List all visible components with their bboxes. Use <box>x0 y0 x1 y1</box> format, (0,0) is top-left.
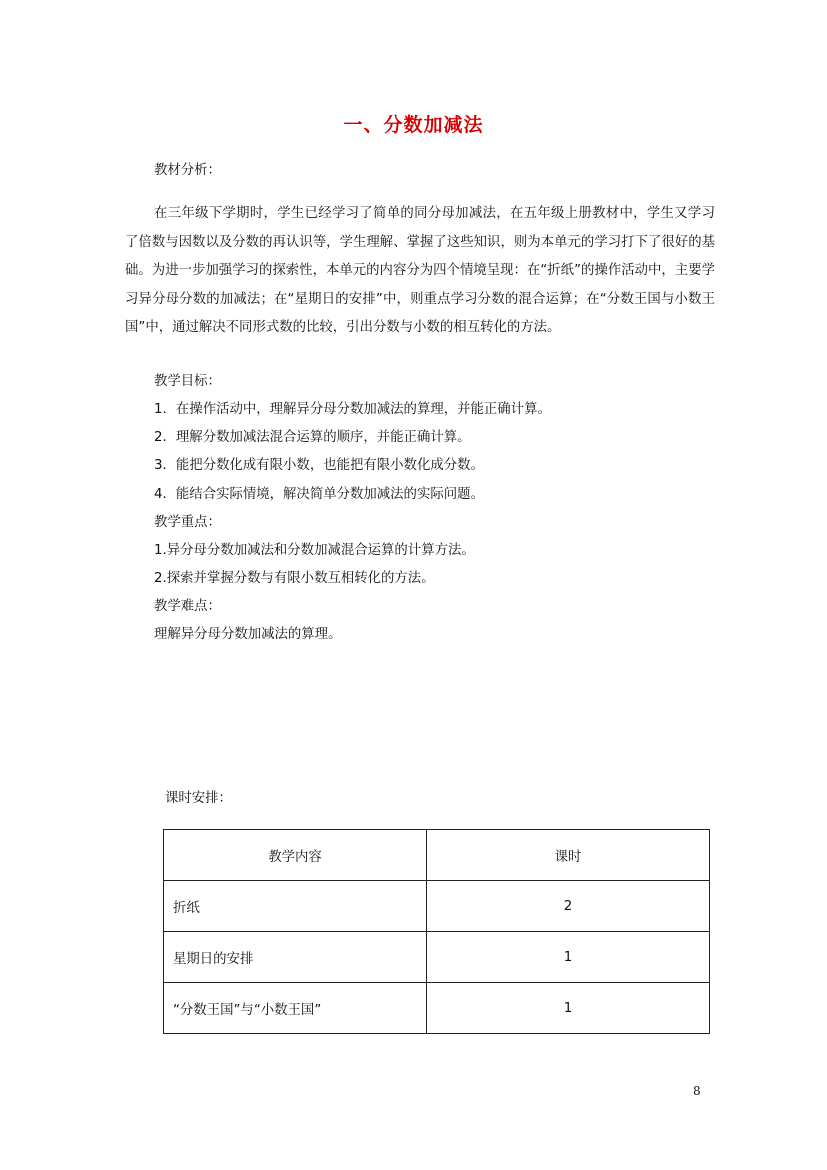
schedule-heading: 课时安排： <box>165 791 232 806</box>
key-point-item: 2.探索并掌握分数与有限小数互相转化的方法。 <box>154 571 435 586</box>
schedule-table <box>163 829 710 1034</box>
difficulty-item: 理解异分母分数加减法的算理。 <box>154 627 342 642</box>
page-number: 8 <box>693 1084 701 1098</box>
table-row <box>164 932 710 983</box>
objective-item: 3．能把分数化成有限小数，也能把有限小数化成分数。 <box>154 458 484 473</box>
table-cell-content: “分数王国”与“小数王国” <box>164 983 427 1034</box>
table-cell-content: 折纸 <box>164 881 427 932</box>
page-title: 一、分数加减法 <box>343 114 484 136</box>
table-header-row <box>164 830 710 881</box>
column-header: 课时 <box>427 830 710 881</box>
table-cell-content: 星期日的安排 <box>164 932 427 983</box>
analysis-paragraph: 在三年级下学期时，学生已经学习了简单的同分母加减法，在五年级上册教材中，学生又学习了倍数与因数以及分数的再认识等，学生理解、掌握了这些知识，则为本单元的学习打下了很好的基础。为进一步加强学习的探索性，本单元的内容分为四个情境呈现：在“折纸”的操作活动中，主要学习异分母分数的加减法；在“星期日的安排”中，则重点学习分数的混合运算；在“分数王国与小数王国”中，通过解决不同形式数的比较，引出分数与小数的相互转化的方法。 <box>125 206 715 336</box>
objectives-heading: 教学目标： <box>154 374 221 389</box>
objective-item: 1．在操作活动中，理解异分母分数加减法的算理，并能正确计算。 <box>154 402 551 417</box>
table-cell-periods: 1 <box>427 983 710 1034</box>
objective-item: 2．理解分数加减法混合运算的顺序，并能正确计算。 <box>154 430 471 445</box>
analysis-heading: 教材分析： <box>154 163 221 178</box>
key-point-item: 1.异分母分数加减法和分数加减混合运算的计算方法。 <box>154 543 475 558</box>
difficulties-heading: 教学难点： <box>154 599 221 614</box>
table-cell-periods: 2 <box>427 881 710 932</box>
table-row <box>164 881 710 932</box>
objective-item: 4．能结合实际情境，解决简单分数加减法的实际问题。 <box>154 487 484 502</box>
key-points-heading: 教学重点： <box>154 515 221 530</box>
table-row <box>164 983 710 1034</box>
table-cell-periods: 1 <box>427 932 710 983</box>
column-header: 教学内容 <box>164 830 427 881</box>
